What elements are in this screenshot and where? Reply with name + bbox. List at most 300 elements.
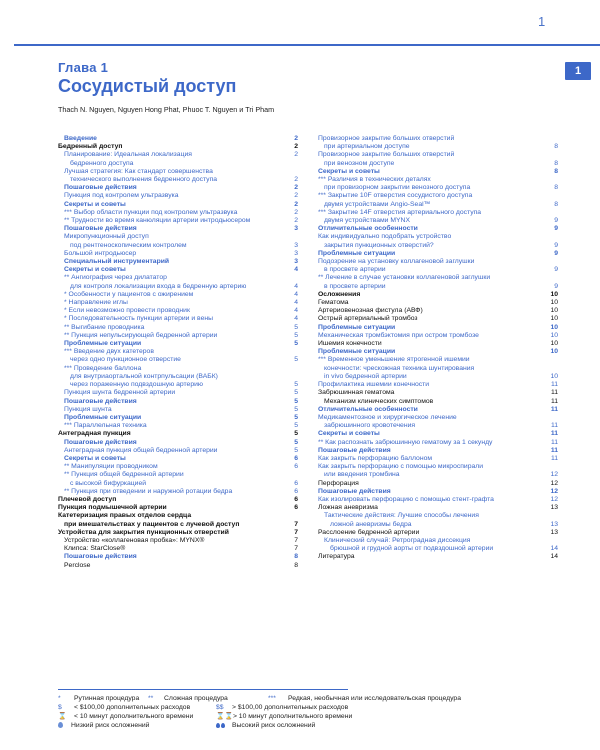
- toc-entry-title: ** Ангиография через дилататор: [64, 274, 167, 282]
- toc-entry[interactable]: [58, 176, 298, 184]
- toc-entry-title: Проблемные ситуации: [64, 340, 142, 348]
- toc-entry-page: 5: [294, 438, 298, 446]
- toc-entry-page: 7: [294, 536, 298, 544]
- toc-entry[interactable]: [58, 160, 298, 168]
- toc-entry[interactable]: [58, 365, 298, 373]
- toc-entry[interactable]: [58, 389, 298, 397]
- toc-entry-title: Секреты и советы: [64, 454, 126, 462]
- chapter-label: Глава 1: [58, 60, 109, 75]
- toc-entry[interactable]: [58, 512, 298, 520]
- toc-entry[interactable]: [318, 537, 558, 545]
- toc-entry-page: 6: [294, 479, 298, 487]
- toc-entry[interactable]: [58, 439, 298, 447]
- toc-entry-page: 10: [550, 331, 558, 339]
- toc-entry[interactable]: [58, 250, 298, 258]
- toc-entry[interactable]: [58, 455, 298, 463]
- toc-entry[interactable]: [318, 389, 558, 397]
- toc-entry[interactable]: [318, 242, 558, 250]
- toc-entry-title: Введение: [64, 135, 97, 142]
- toc-entry-page: 12: [550, 495, 558, 503]
- toc-entry-page: 9: [554, 241, 558, 249]
- toc-entry-title: при провизорном закрытии венозного доступа: [324, 184, 471, 192]
- toc-entry-title: Отличительные особенности: [318, 225, 418, 233]
- toc-entry-page: 5: [294, 430, 298, 438]
- toc-entry-title: *** Параллельная техника: [64, 422, 147, 430]
- toc-entry[interactable]: [58, 562, 298, 570]
- toc-entry[interactable]: [58, 258, 298, 266]
- toc-entry-page: 11: [550, 446, 558, 454]
- toc-entry-title: Как закрыть перфорацию баллоном: [318, 454, 433, 462]
- toc-entry-title: Перфорация: [318, 479, 359, 487]
- toc-entry[interactable]: [318, 315, 558, 323]
- toc-entry[interactable]: [58, 356, 298, 364]
- toc-entry[interactable]: [318, 217, 558, 225]
- legend-item: [216, 722, 315, 730]
- legend-symbol: *: [58, 695, 61, 702]
- toc-entry-title: ** Пункция непульсирующей бедренной артерии: [64, 331, 218, 339]
- toc-entry-page: 8: [554, 143, 558, 151]
- toc-entry[interactable]: [318, 512, 558, 520]
- toc-entry[interactable]: [58, 332, 298, 340]
- toc-entry[interactable]: [58, 135, 298, 143]
- toc-entry-page: 3: [294, 225, 298, 233]
- toc-entry[interactable]: [58, 406, 298, 414]
- toc-entry[interactable]: [58, 348, 298, 356]
- toc-entry-title: Пошаговые действия: [64, 225, 137, 233]
- toc-entry-title: Механическая тромбэктомия при остром тромбозе: [318, 331, 479, 339]
- legend-text: Сложная процедура: [164, 695, 228, 702]
- toc-entry-page: 4: [294, 290, 298, 298]
- legend-item: [216, 704, 348, 712]
- toc-entry[interactable]: [58, 488, 298, 496]
- toc-entry-page: 9: [554, 249, 558, 257]
- toc-entry-page: 2: [294, 135, 298, 142]
- toc-entry-page: 11: [550, 422, 558, 430]
- toc-entry[interactable]: [318, 332, 558, 340]
- toc-entry[interactable]: [58, 521, 298, 529]
- toc-entry-title: Провизорное закрытие больших отверстий: [318, 135, 455, 142]
- toc-entry-page: 5: [294, 397, 298, 405]
- legend-symbol: ***: [268, 695, 276, 702]
- toc-entry-title: Острый артериальный тромбоз: [318, 315, 418, 323]
- toc-entry[interactable]: [318, 291, 558, 299]
- toc-entry[interactable]: [318, 356, 558, 364]
- legend-item: [58, 695, 139, 703]
- toc-entry[interactable]: [58, 480, 298, 488]
- toc-entry-page: 5: [294, 381, 298, 389]
- toc-entry-page: 8: [554, 184, 558, 192]
- legend-text: < 10 минут дополнительного времени: [74, 713, 194, 720]
- toc-entry-title: Пошаговые действия: [64, 553, 137, 561]
- page-number: 1: [538, 14, 546, 29]
- legend-item: [58, 713, 193, 721]
- toc-entry[interactable]: [318, 430, 558, 438]
- toc-entry-page: 4: [294, 266, 298, 274]
- toc-entry[interactable]: [318, 529, 558, 537]
- toc-entry[interactable]: [58, 422, 298, 430]
- toc-entry[interactable]: [58, 471, 298, 479]
- toc-entry-page: 7: [294, 528, 298, 536]
- toc-entry-page: 8: [554, 200, 558, 208]
- toc-entry-page: 2: [294, 192, 298, 200]
- chapter-title: Сосудистый доступ: [58, 76, 237, 96]
- toc-entry-title: Устройство «коллагеновая пробка»: MYNX®: [64, 536, 205, 544]
- toc-entry-title: Пошаговые действия: [318, 446, 391, 454]
- toc-entry-title: Бедренный доступ: [58, 143, 123, 151]
- toc-entry-page: 2: [294, 143, 298, 151]
- toc-entry-page: 2: [294, 200, 298, 208]
- toc-entry-title: Провизорное закрытие больших отверстий: [318, 151, 455, 159]
- toc-entry-page: 10: [550, 372, 558, 380]
- toc-entry-title: Профилактика ишемии конечности: [318, 381, 430, 389]
- toc-entry[interactable]: [58, 340, 298, 348]
- toc-entry-page: 11: [550, 397, 558, 405]
- toc-entry[interactable]: [318, 545, 558, 553]
- toc-entry-page: 9: [554, 282, 558, 290]
- toc-entry-title: двумя устройствами MYNX: [324, 217, 411, 225]
- toc-entry[interactable]: [318, 439, 558, 447]
- toc-entry[interactable]: [318, 496, 558, 504]
- toc-entry-page: 12: [550, 479, 558, 487]
- toc-entry[interactable]: [318, 521, 558, 529]
- toc-entry-title: ** Выгибание проводника: [64, 323, 145, 331]
- toc-entry[interactable]: [58, 307, 298, 315]
- toc-entry-page: 13: [550, 520, 558, 528]
- toc-entry[interactable]: [318, 406, 558, 414]
- toc-entry-page: 2: [294, 151, 298, 159]
- toc-entry[interactable]: [318, 283, 558, 291]
- toc-entry-title: Проблемные ситуации: [64, 413, 142, 421]
- toc-entry[interactable]: [318, 184, 558, 192]
- toc-entry-page: 11: [550, 405, 558, 413]
- toc-entry-page: 6: [294, 504, 298, 512]
- toc-entry[interactable]: [318, 168, 558, 176]
- toc-entry-page: 4: [294, 282, 298, 290]
- toc-entry-title: Забрюшинная гематома: [318, 389, 395, 397]
- toc-entry[interactable]: [318, 455, 558, 463]
- toc-left-column: [58, 135, 298, 570]
- toc-entry-page: 14: [550, 545, 558, 553]
- legend-item: [58, 722, 149, 730]
- toc-entry[interactable]: [318, 480, 558, 488]
- toc-entry[interactable]: [58, 184, 298, 192]
- toc-entry-title: при вмешательствах у пациентов с лучевой доступ: [64, 520, 240, 528]
- toc-entry-title: Пошаговые действия: [64, 438, 137, 446]
- toc-entry-title: Специальный инструментарий: [64, 258, 170, 266]
- toc-entry[interactable]: [58, 151, 298, 159]
- toc-entry-page: 4: [294, 307, 298, 315]
- toc-entry-title: *** Закрытие 14F отверстия артериального доступа: [318, 208, 482, 216]
- toc-entry[interactable]: [318, 553, 558, 561]
- toc-entry-title: ** Пункция общей бедренной артерии: [64, 471, 184, 479]
- toc-entry-title: ложной аневризмы бедра: [330, 520, 412, 528]
- toc-entry-page: 2: [294, 176, 298, 184]
- toc-entry[interactable]: [318, 209, 558, 217]
- toc-entry[interactable]: [58, 373, 298, 381]
- toc-entry-page: 12: [550, 487, 558, 495]
- toc-entry-title: Секреты и советы: [318, 167, 380, 175]
- toc-entry-title: Проблемные ситуации: [318, 249, 396, 257]
- toc-entry-title: Ишемия конечности: [318, 340, 382, 348]
- toc-entry[interactable]: [58, 192, 298, 200]
- toc-entry[interactable]: [318, 398, 558, 406]
- authors: Thach N. Nguyen, Nguyen Hong Phat, Phuoc T. Nguyen и Tri Pham: [58, 105, 275, 114]
- toc-entry-title: Как закрыть перфорацию с помощью микроспирали: [318, 463, 484, 471]
- legend-item: [216, 713, 352, 721]
- toc-entry-title: забрюшинного кровотечения: [324, 422, 416, 430]
- toc-entry-title: конечности: чрескожная техника шунтирования: [324, 364, 475, 372]
- toc-entry[interactable]: [58, 504, 298, 512]
- toc-entry-page: 5: [294, 422, 298, 430]
- toc-entry[interactable]: [58, 496, 298, 504]
- toc-entry-title: через пораженную подвздошную артерию: [70, 381, 203, 389]
- toc-entry[interactable]: [318, 373, 558, 381]
- toc-entry-page: 5: [294, 446, 298, 454]
- toc-entry-page: 5: [294, 356, 298, 364]
- toc-entry-title: Как индивидуально подобрать устройство: [318, 233, 452, 241]
- toc-entry-title: Антеградная пункция общей бедренной артерии: [64, 446, 218, 454]
- toc-entry[interactable]: [58, 398, 298, 406]
- toc-entry-page: 10: [550, 299, 558, 307]
- toc-entry-title: ** Манипуляции проводником: [64, 463, 158, 471]
- toc-entry-page: 10: [550, 348, 558, 356]
- toc-entry-title: Пункция шунта: [64, 405, 112, 413]
- legend-text: Рутинная процедура: [74, 695, 140, 702]
- toc-entry-title: Пошаговые действия: [318, 487, 391, 495]
- hourglass-icon: ⌛: [58, 713, 67, 720]
- toc-entry-title: *** Различия в технических деталях: [318, 176, 431, 184]
- toc-entry-title: Пункция подмышечной артерии: [58, 504, 167, 512]
- toc-entry-page: 7: [294, 520, 298, 528]
- toc-entry-title: Проблемные ситуации: [318, 323, 396, 331]
- toc-entry-page: 10: [550, 323, 558, 331]
- toc-entry-title: Планирование: Идеальная локализация: [64, 151, 192, 159]
- legend-symbol: $$: [216, 704, 224, 711]
- toc-entry-title: *** Закрытие 10F отверстия сосудистого доступа: [318, 192, 473, 200]
- toc-entry-title: в просвете артерии: [324, 266, 386, 274]
- toc-entry-page: 6: [294, 463, 298, 471]
- toc-entry-title: с высокой бифуркацией: [70, 479, 147, 487]
- toc-entry-page: 11: [550, 381, 558, 389]
- toc-entry-page: 10: [550, 340, 558, 348]
- toc-entry-title: закрытия пункционных отверстий?: [324, 241, 434, 249]
- toc-entry-title: Подозрение на установку коллагеновой заглушки: [318, 258, 475, 266]
- toc-entry[interactable]: [318, 160, 558, 168]
- toc-entry-title: Секреты и советы: [64, 200, 126, 208]
- toc-entry-title: Устройства для закрытия пункционных отверстий: [58, 528, 229, 536]
- toc-entry[interactable]: [58, 414, 298, 422]
- toc-entry-title: Большой интродьюсер: [64, 249, 137, 257]
- toc-entry-title: Лучшая стратегия: Как стандарт совершенства: [64, 167, 213, 175]
- toc-entry-title: в просвете артерии: [324, 282, 386, 290]
- toc-entry[interactable]: [318, 488, 558, 496]
- legend-text: > $100,00 дополнительных расходов: [232, 704, 349, 711]
- toc-entry[interactable]: [58, 553, 298, 561]
- toc-entry-title: in vivo бедренной артерии: [324, 372, 407, 380]
- toc-entry-page: 14: [550, 553, 558, 561]
- toc-entry-title: Секреты и советы: [64, 266, 126, 274]
- toc-entry-title: ** Пункция при отведении и наружной ротации бедра: [64, 487, 233, 495]
- toc-entry-title: бедренного доступа: [70, 159, 134, 167]
- toc-entry[interactable]: [58, 143, 298, 151]
- toc-entry[interactable]: [58, 529, 298, 537]
- toc-entry-page: 12: [550, 471, 558, 479]
- toc-entry[interactable]: [318, 151, 558, 159]
- toc-entry-title: Расслоение бедренной артерии: [318, 528, 420, 536]
- toc-entry-title: * Последовательность пункции артерии и вены: [64, 315, 213, 323]
- toc-entry[interactable]: [318, 447, 558, 455]
- toc-entry-title: *** Проведение баллона: [64, 364, 142, 372]
- toc-entry-page: 6: [294, 454, 298, 462]
- legend-text: > 10 минут дополнительного времени: [232, 713, 353, 720]
- double-drop-icon: [216, 722, 232, 730]
- toc-entry-title: брюшной и грудной аорты от подвздошной артерии: [330, 545, 494, 553]
- toc-entry[interactable]: [58, 291, 298, 299]
- toc-entry-title: ** Лечение в случае установки коллагеновой заглушки: [318, 274, 491, 282]
- toc-entry-title: Клипса: StarClose®: [64, 545, 126, 553]
- toc-entry-page: 8: [294, 553, 298, 561]
- legend-text: Низкий риск осложнений: [71, 722, 150, 729]
- legend-text: Редкая, необычная или исследовательская процедура: [288, 695, 461, 702]
- toc-entry-page: 11: [550, 438, 558, 446]
- toc-entry[interactable]: [58, 324, 298, 332]
- toc-entry[interactable]: [318, 192, 558, 200]
- toc-entry-page: 4: [294, 299, 298, 307]
- toc-entry-title: *** Временное уменьшение ятрогенной ишемии: [318, 356, 470, 364]
- toc-entry-title: Пункция под контролем ультразвука: [64, 192, 179, 200]
- toc-entry[interactable]: [58, 233, 298, 241]
- toc-entry-page: 9: [554, 266, 558, 274]
- legend-rule: [58, 689, 348, 690]
- toc-entry-title: Пункция шунта бедренной артерии: [64, 389, 176, 397]
- toc-entry-title: Пошаговые действия: [64, 397, 137, 405]
- toc-entry[interactable]: [58, 283, 298, 291]
- toc-entry-title: Отличительные особенности: [318, 405, 418, 413]
- toc-entry[interactable]: [58, 168, 298, 176]
- hourglass-icon: ⌛⌛: [216, 713, 233, 720]
- toc-entry[interactable]: [318, 135, 558, 143]
- toc-entry[interactable]: [318, 471, 558, 479]
- toc-entry[interactable]: [58, 201, 298, 209]
- toc-entry[interactable]: [318, 365, 558, 373]
- toc-entry-title: Perclose: [64, 561, 91, 569]
- toc-entry[interactable]: [58, 242, 298, 250]
- toc-entry-page: 8: [554, 159, 558, 167]
- legend-text: < $100,00 дополнительных расходов: [74, 704, 191, 711]
- toc-entry-page: 5: [294, 405, 298, 413]
- toc-entry-title: Литература: [318, 553, 355, 561]
- toc-entry-page: 5: [294, 340, 298, 348]
- header-rule: [14, 44, 600, 46]
- toc-entry-title: Антеградная пункция: [58, 430, 131, 438]
- toc-entry[interactable]: [58, 315, 298, 323]
- toc-entry[interactable]: [318, 250, 558, 258]
- toc-entry-page: 5: [294, 389, 298, 397]
- toc-entry[interactable]: [318, 176, 558, 184]
- toc-entry-page: 11: [550, 430, 558, 438]
- toc-entry-title: Микропункционный доступ: [64, 233, 149, 241]
- toc-entry-title: через одно пункционное отверстие: [70, 356, 181, 364]
- toc-entry-page: 5: [294, 413, 298, 421]
- toc-entry-page: 11: [550, 454, 558, 462]
- toc-entry-title: *** Введение двух катетеров: [64, 348, 154, 356]
- toc-entry[interactable]: [318, 414, 558, 422]
- toc-entry-title: Механизм клинических симптомов: [324, 397, 434, 405]
- toc-entry-title: для контроля локализации входа в бедренную артерию: [70, 282, 247, 290]
- toc-entry-title: *** Выбор области пункции под контролем ультразвука: [64, 208, 238, 216]
- toc-entry-title: Клинический случай: Ретроградная диссекция: [324, 536, 471, 544]
- toc-entry-title: Артериовенозная фистула (АВФ): [318, 307, 423, 315]
- toc-entry-title: Тактические действия: Лучшие способы лечения: [324, 512, 479, 520]
- toc-entry-page: 6: [294, 487, 298, 495]
- toc-entry-title: Пошаговые действия: [64, 184, 137, 192]
- toc-entry-page: 3: [294, 258, 298, 266]
- toc-entry-title: Медикаментозное и хирургическое лечение: [318, 413, 457, 421]
- toc-entry-page: 10: [550, 307, 558, 315]
- toc-entry-page: 4: [294, 315, 298, 323]
- toc-entry[interactable]: [58, 537, 298, 545]
- toc-entry-page: 2: [294, 217, 298, 225]
- toc-entry[interactable]: [58, 217, 298, 225]
- legend-item: [268, 695, 461, 703]
- toc-entry-title: * Особенности у пациентов с ожирением: [64, 290, 194, 298]
- toc-entry-title: Гематома: [318, 299, 349, 307]
- toc-entry-page: 8: [294, 561, 298, 569]
- toc-entry[interactable]: [58, 209, 298, 217]
- toc-entry-title: * Если невозможно провести проводник: [64, 307, 190, 315]
- toc-entry-title: Секреты и советы: [318, 430, 380, 438]
- toc-entry-page: 5: [294, 323, 298, 331]
- toc-entry-title: Проблемные ситуации: [318, 348, 396, 356]
- toc-entry-title: Ложная аневризма: [318, 504, 378, 512]
- toc-right-column: [318, 135, 558, 562]
- toc-entry-page: 11: [550, 389, 558, 397]
- toc-entry[interactable]: [318, 422, 558, 430]
- legend-text: Высокий риск осложнений: [232, 722, 316, 729]
- toc-entry-page: 9: [554, 225, 558, 233]
- toc-entry-page: 10: [550, 290, 558, 298]
- toc-entry[interactable]: [318, 258, 558, 266]
- toc-entry[interactable]: [58, 266, 298, 274]
- drop-icon: [58, 722, 63, 728]
- toc-entry-title: или введения тромбина: [324, 471, 400, 479]
- toc-entry[interactable]: [318, 324, 558, 332]
- legend-item: [148, 695, 228, 703]
- toc-entry-title: Осложнения: [318, 290, 361, 298]
- toc-entry-page: 6: [294, 495, 298, 503]
- toc-entry[interactable]: [318, 201, 558, 209]
- toc-entry-page: 2: [294, 208, 298, 216]
- toc-entry[interactable]: [318, 233, 558, 241]
- toc-entry[interactable]: [58, 447, 298, 455]
- toc-entry[interactable]: [318, 274, 558, 282]
- toc-entry-page: 3: [294, 241, 298, 249]
- legend-symbol: $: [58, 704, 62, 711]
- toc-entry-title: Плечевой доступ: [58, 495, 117, 503]
- toc-entry-page: 8: [554, 167, 558, 175]
- toc-entry-title: при артериальном доступе: [324, 143, 410, 151]
- toc-entry-page: 9: [554, 217, 558, 225]
- chapter-tab: 1: [565, 62, 591, 80]
- toc-entry[interactable]: [58, 274, 298, 282]
- toc-entry[interactable]: [58, 299, 298, 307]
- toc-entry[interactable]: [58, 430, 298, 438]
- legend-item: [58, 704, 190, 712]
- toc-entry-title: Катетеризация правых отделов сердца: [58, 512, 192, 520]
- toc-entry-page: 13: [550, 528, 558, 536]
- toc-entry-title: технического выполнения бедренного доступа: [70, 176, 218, 184]
- toc-entry[interactable]: [318, 299, 558, 307]
